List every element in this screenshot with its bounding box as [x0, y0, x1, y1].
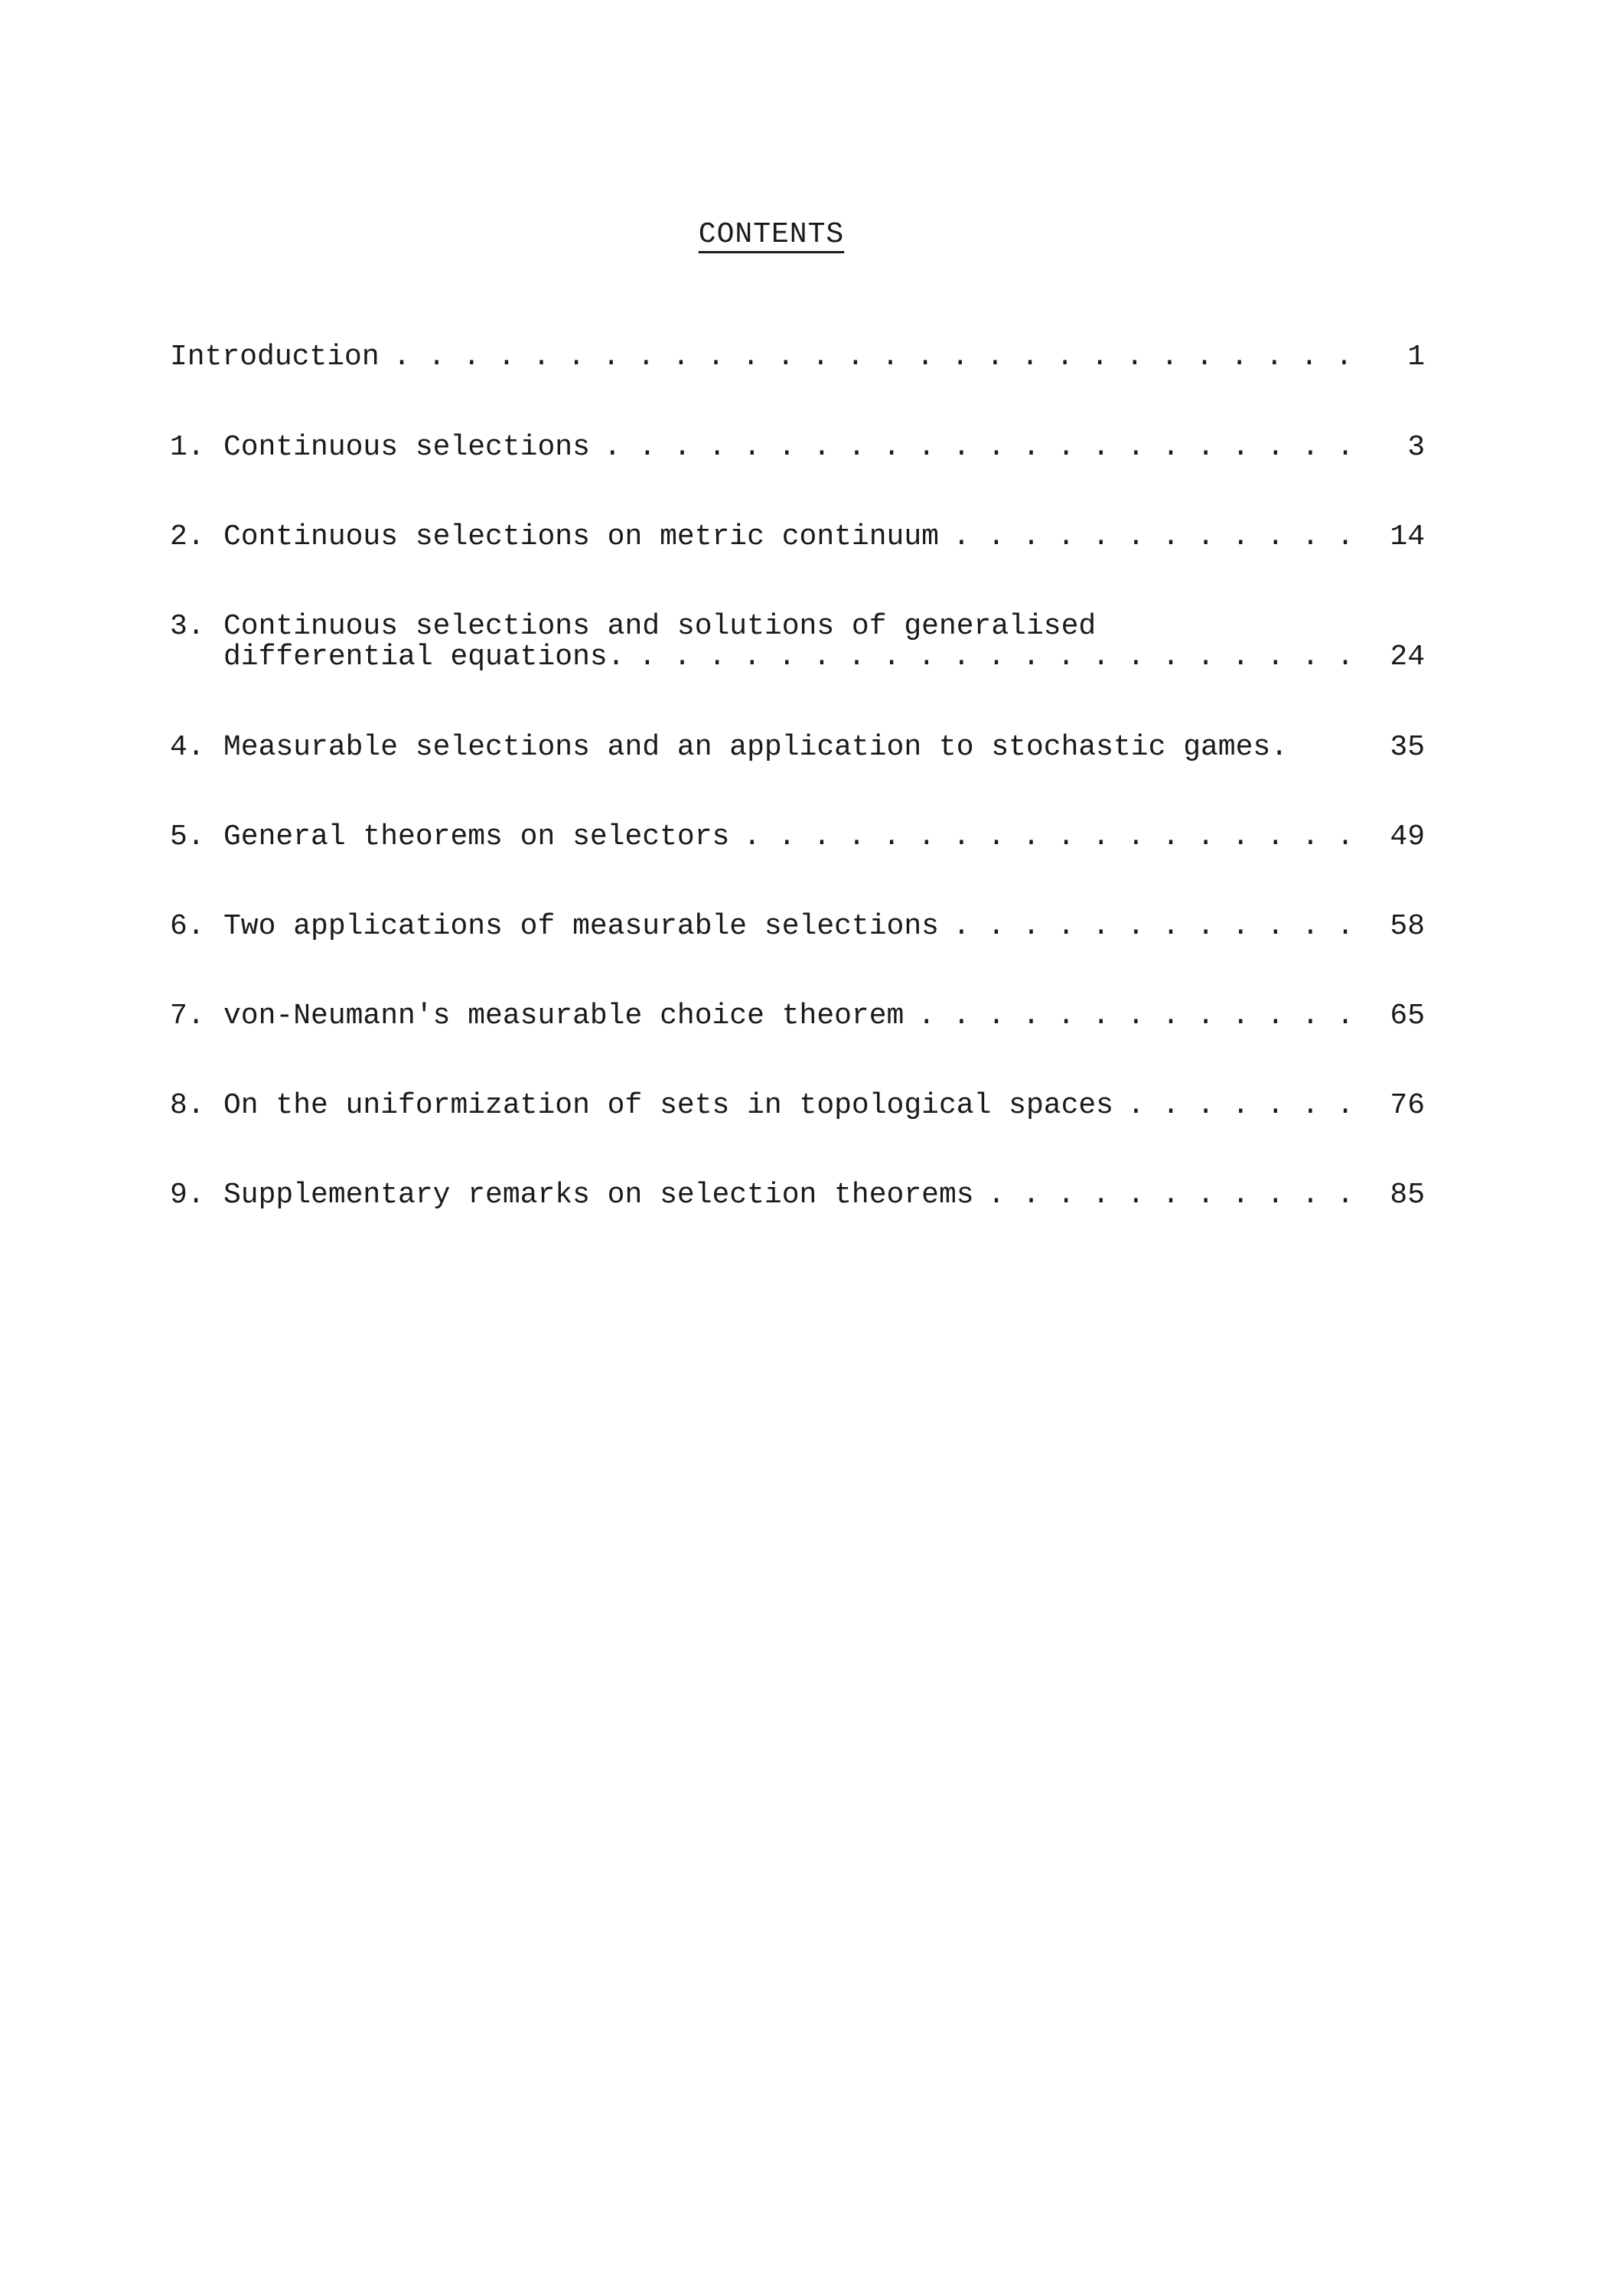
toc-entry-3 [170, 612, 1425, 673]
toc-entry-title: General theorems on selectors [223, 820, 730, 853]
toc-entry-2 [170, 522, 1425, 553]
toc-entry-title: Measurable selections and an application to stochastic games. [223, 731, 1289, 764]
leader-dots [604, 432, 1348, 463]
leader-dots [393, 342, 1348, 373]
toc-entry-number: 7. [170, 1000, 205, 1032]
toc-entry-title: Continuous selections on metric continuum [223, 520, 939, 553]
toc-entry-page: 3 [1407, 431, 1425, 464]
toc-entry-number: 6. [170, 910, 205, 943]
toc-entry-number: 3. [170, 610, 205, 643]
leader-dots [639, 642, 1349, 673]
toc-entry-page: 49 [1390, 820, 1425, 853]
toc-entry-introduction [170, 342, 1425, 373]
toc-entry-page: 85 [1390, 1179, 1425, 1212]
toc-entry-title: Introduction [170, 341, 380, 373]
toc-entry-5 [170, 822, 1425, 853]
toc-entry-6 [170, 912, 1425, 942]
toc-entry-1 [170, 432, 1425, 463]
toc-entry-page: 1 [1407, 341, 1425, 373]
contents-heading [0, 218, 1543, 251]
leader-dots [918, 1001, 1348, 1032]
toc-entry-title: Continuous selections [223, 431, 590, 464]
toc-entry-7 [170, 1001, 1425, 1032]
toc-entry-page: 58 [1390, 910, 1425, 943]
leader-dots [743, 822, 1348, 853]
toc-entry-title: Continuous selections and solutions of generalised [223, 610, 1097, 643]
toc-entry-title: Two applications of measurable selections [223, 910, 939, 943]
toc-entry-number: 9. [170, 1179, 205, 1212]
toc-entry-number: 5. [170, 820, 205, 853]
toc-entry-number: 1. [170, 431, 205, 464]
toc-entry-title: von-Neumann's measurable choice theorem [223, 1000, 905, 1032]
toc-entry-number: 8. [170, 1089, 205, 1122]
toc-entry-page: 76 [1390, 1089, 1425, 1122]
toc-entry-4 [170, 732, 1425, 763]
toc-entry-number: 2. [170, 520, 205, 553]
toc-entry-page: 24 [1390, 641, 1425, 673]
leader-dots [953, 522, 1348, 553]
contents-heading-text: CONTENTS [698, 218, 845, 251]
toc-entry-page: 35 [1390, 731, 1425, 764]
toc-entry-9 [170, 1180, 1425, 1211]
toc-entry-page: 14 [1390, 520, 1425, 553]
toc-entry-title: On the uniformization of sets in topological spaces [223, 1089, 1113, 1122]
leader-dots [1127, 1091, 1348, 1121]
leader-dots [988, 1180, 1348, 1211]
toc-entry-title-continuation: differential equations. [223, 641, 625, 673]
toc-entry-title: Supplementary remarks on selection theorems [223, 1179, 974, 1212]
toc-entry-page: 65 [1390, 1000, 1425, 1032]
toc-entry-8 [170, 1091, 1425, 1121]
leader-dots [953, 912, 1348, 942]
toc-entry-number: 4. [170, 731, 205, 764]
